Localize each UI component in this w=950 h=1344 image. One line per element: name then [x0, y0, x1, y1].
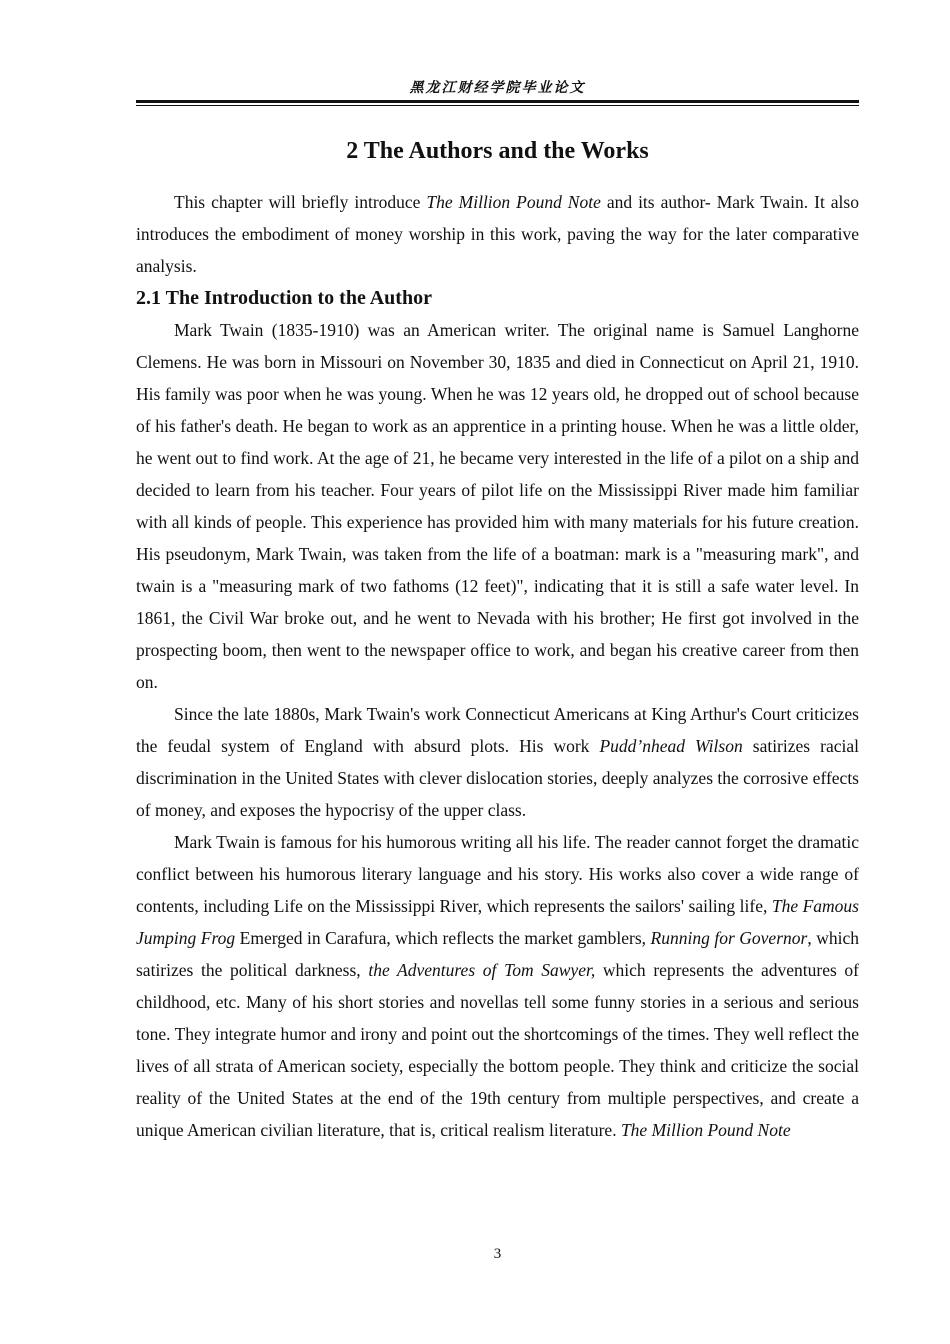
humor-text-3: , which satirizes the political darkness, — [136, 928, 859, 980]
works-italic-title: Pudd’nhead Wilson — [599, 736, 743, 756]
humor-italic-title-1: The Famous Jumping Frog — [136, 896, 859, 948]
page-number: 3 — [493, 1246, 502, 1262]
humor-italic-title-3: the Adventures of Tom Sawyer, — [368, 960, 596, 980]
intro-paragraph — [136, 186, 859, 282]
section-heading: 2.1 The Introduction to the Author — [136, 287, 432, 309]
intro-text-1: This chapter will briefly introduce — [174, 192, 427, 212]
header-rule-thick — [136, 100, 859, 103]
intro-text-2: and its author- Mark Twain. It also introduces the embodiment of money worship in this work, paving the way for the later comparative analysis. — [136, 192, 859, 276]
running-header: 黑龙江财经学院毕业论文 — [409, 81, 586, 96]
header-rule-thin — [136, 105, 859, 106]
paragraph-works — [136, 698, 859, 826]
humor-text-1: Mark Twain is famous for his humorous writing all his life. The reader cannot forget the dramatic conflict between his humorous literary language and his story. His works also cover a wide range of contents, including Life on the Mississippi River, which represents the sailors' sailing life, — [136, 832, 859, 916]
chapter-title: 2 The Authors and the Works — [346, 138, 649, 164]
works-text-1: Since the late 1880s, Mark Twain's work Connecticut Americans at King Arthur's Court criticizes the feudal system of England with absurd plots. His work — [136, 704, 859, 756]
humor-italic-title-2: Running for Governor — [650, 928, 808, 948]
intro-italic-title: The Million Pound Note — [426, 192, 601, 212]
works-text-2: satirizes racial discrimination in the United States with clever dislocation stories, deeply analyzes the corrosive effects of money, and exposes the hypocrisy of the upper class. — [136, 736, 859, 820]
humor-text-2: Emerged in Carafura, which reflects the market gamblers, — [235, 928, 651, 948]
humor-text-4: which represents the adventures of childhood, etc. Many of his short stories and novellas tell some funny stories in a serious and serious tone. They integrate humor and irony and point out the shortcomings of the times. They well reflect the lives of all strata of American society, especially the bottom people. They think and criticize the social reality of the United States at the end of the 19th century from multiple perspectives, and create a unique American civilian literature, that is, critical realism literature. — [136, 960, 860, 1140]
paragraph-humor — [136, 826, 859, 1146]
paragraph-biography: Mark Twain (1835-1910) was an American writer. The original name is Samuel Langhorne Clemens. He was born in Missouri on November 30, 1835 and died in Connecticut on April 21, 1910. His family was poor when he was young. When he was 12 years old, he dropped out of school because of his father's death. He began to work as an apprentice in a printing house. When he was a little older, he went out to find work. At the age of 21, he became very interested in the life of a pilot on a ship and decided to learn from his teacher. Four years of pilot life on the Mississippi River made him familiar with all kinds of people. This experience has provided him with many materials for his future creation. His pseudonym, Mark Twain, was taken from the life of a boatman: mark is a "measuring mark", and twain is a "measuring mark of two fathoms (12 feet)", indicating that it is still a safe water level. In 1861, the Civil War broke out, and he went to Nevada with his brother; He first got involved in the prospecting boom, then went to the newspaper office to work, and began his creative career from then on. — [136, 320, 859, 692]
humor-italic-title-4: The Million Pound Note — [620, 1120, 791, 1140]
document-body — [136, 186, 859, 1146]
